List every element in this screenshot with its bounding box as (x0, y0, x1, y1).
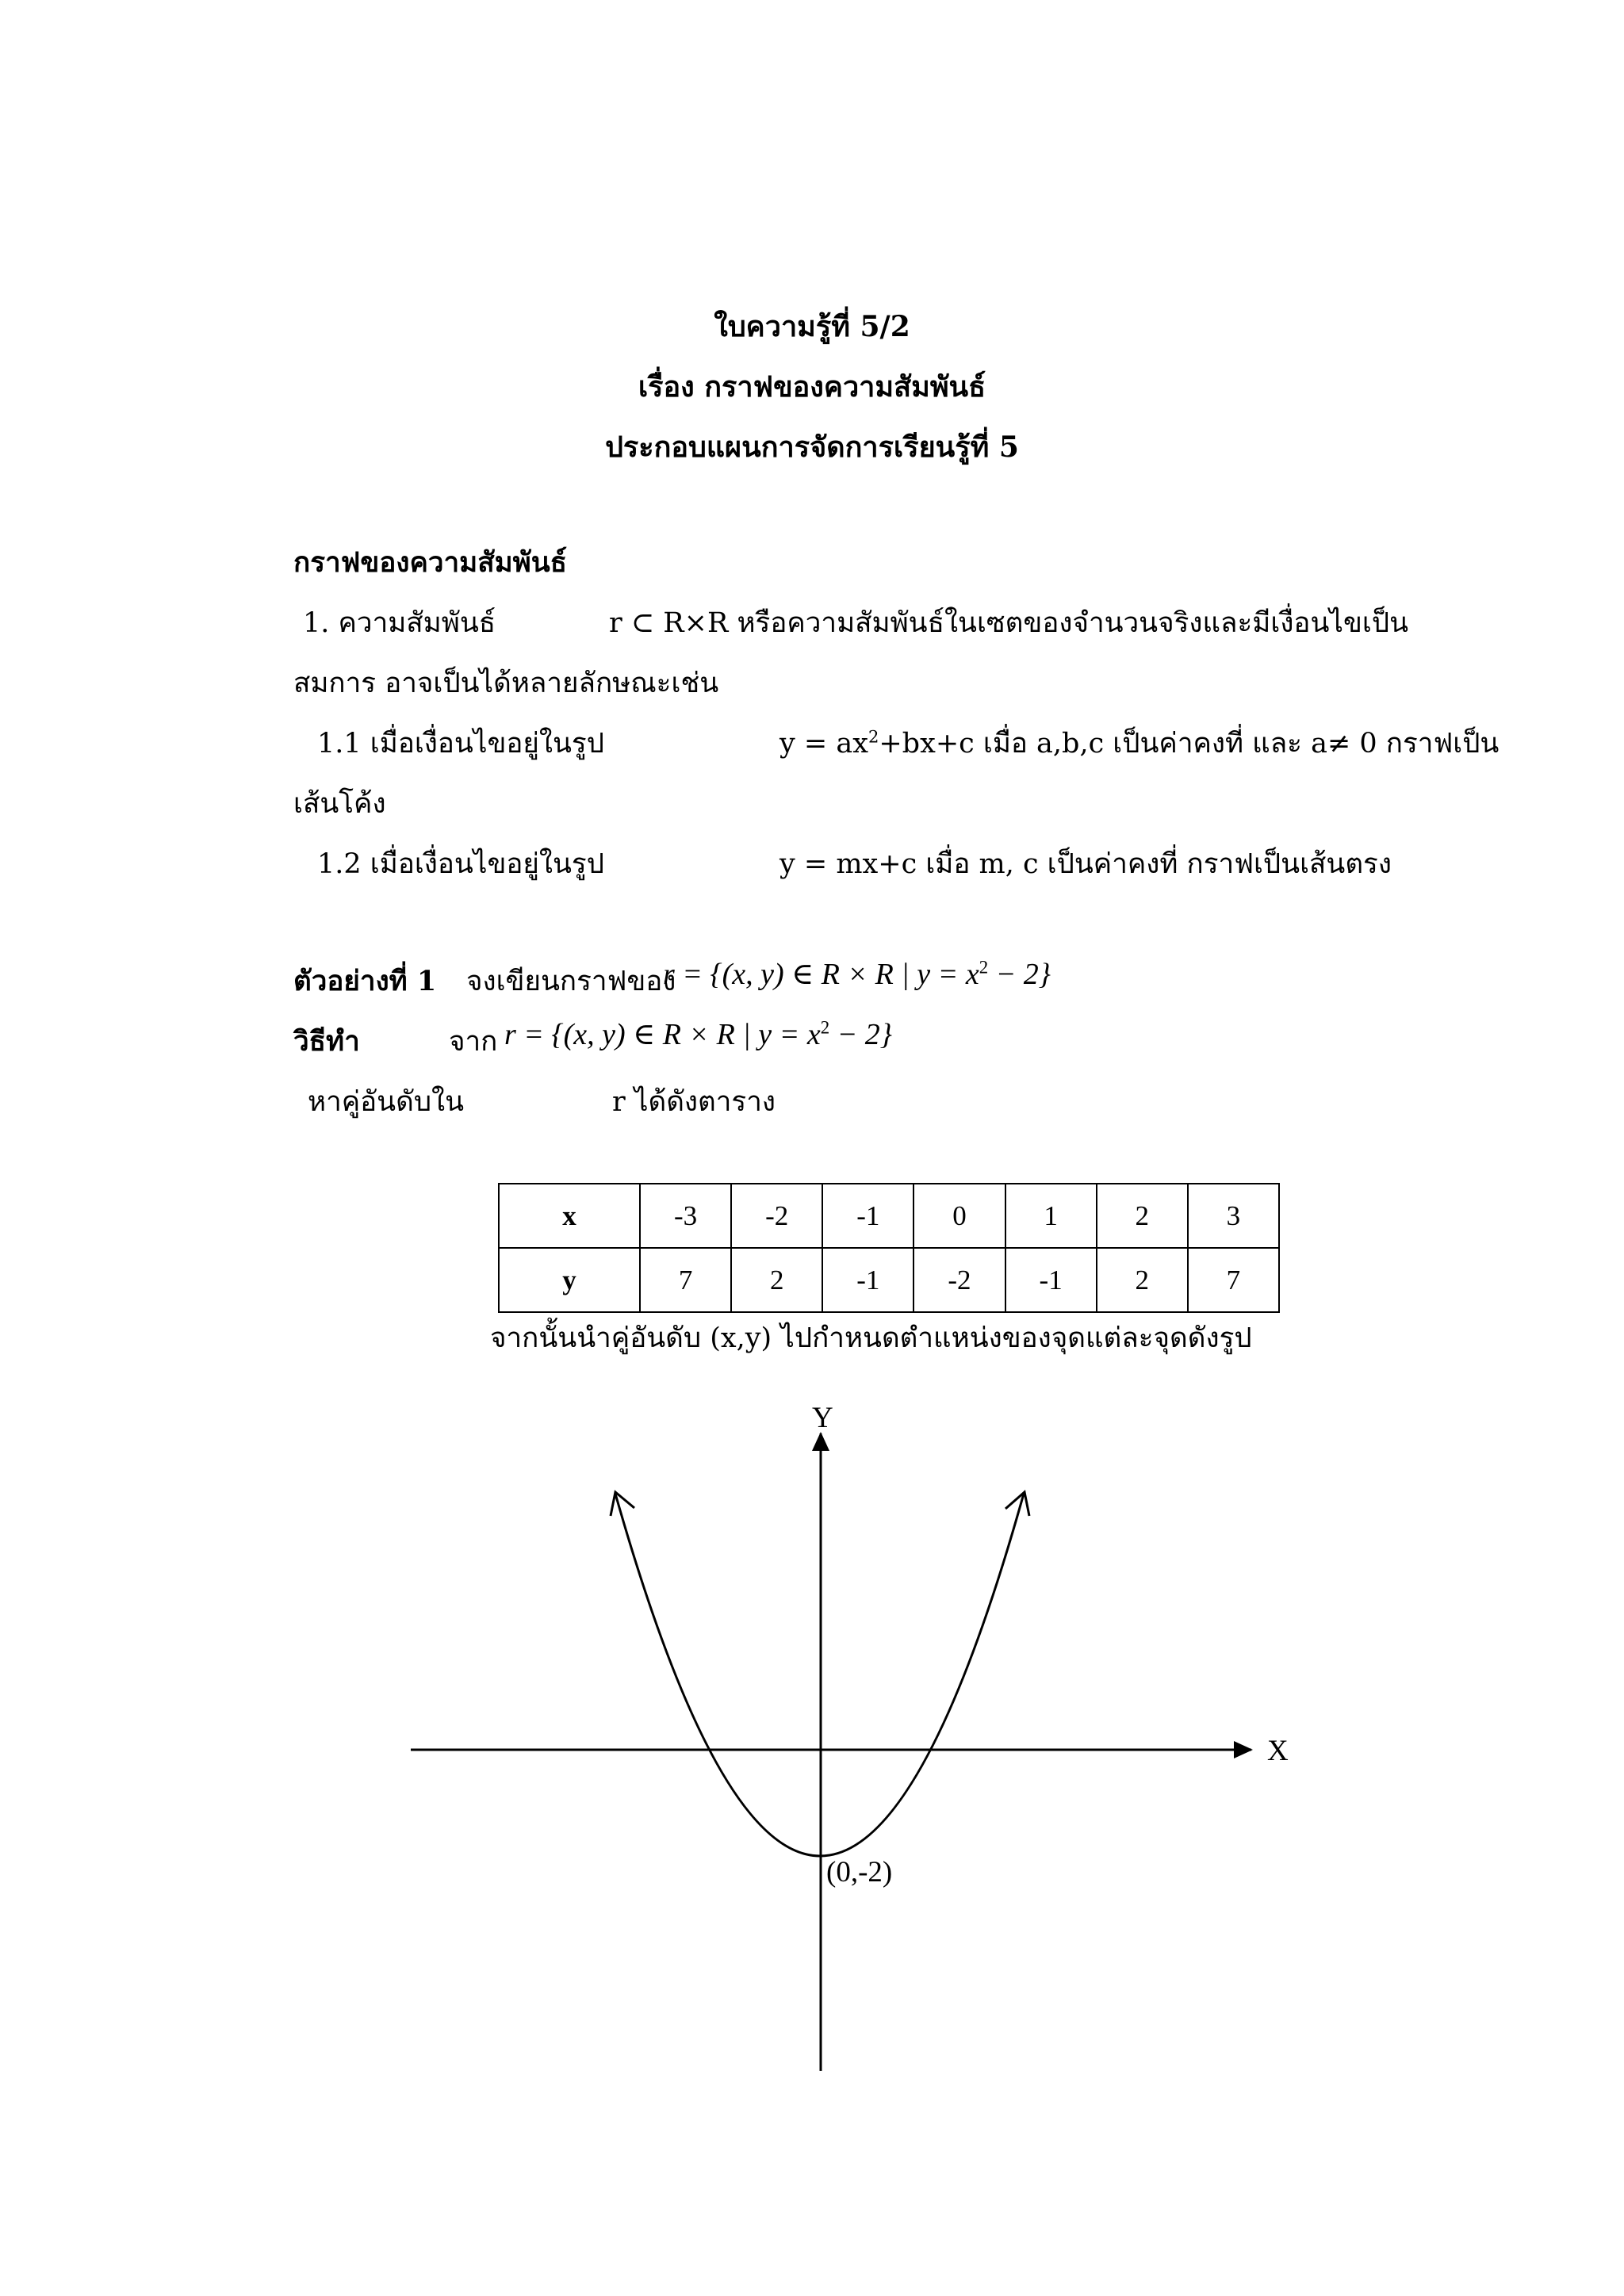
vertex-label: (0,-2) (826, 1856, 893, 1888)
table-cell: 2 (1097, 1248, 1188, 1312)
table-cell: 7 (640, 1248, 731, 1312)
curve-left-arrow-icon (611, 1492, 634, 1516)
x-axis-label: X (1267, 1735, 1289, 1767)
item-1-2-label: 1.2 เมื่อเงื่อนไขอยู่ในรูป (317, 848, 604, 880)
example-label: ตัวอย่างที่ 1 (293, 965, 437, 997)
table-cell: 3 (1188, 1184, 1279, 1248)
table-cell: 2 (1097, 1184, 1188, 1248)
item-1-1-equation: $y = ax^2+bx+c$ เมื่อ a,b,c เป็นค่าคงที่ และ a≠ 0 กราฟเป็น (779, 727, 1500, 760)
table-cell: 7 (1188, 1248, 1279, 1312)
item-1-text: r ⊂ R×R หรือความสัมพันธ์ในเซตของจำนวนจริงและมีเงื่อนไขเป็น (609, 607, 1409, 639)
table-cell: -1 (822, 1184, 914, 1248)
item-1-continuation: สมการ อาจเป็นได้หลายลักษณะเช่น (293, 668, 719, 699)
example-prompt: จงเขียนกราฟของ (466, 966, 676, 997)
table-cell: -2 (731, 1184, 822, 1248)
item-1-label: 1. ความสัมพันธ์ (303, 607, 496, 639)
table-cell: 2 (731, 1248, 822, 1312)
plot-instruction: จากนั้นนำคู่อันดับ (x,y) ไปกำหนดตำแหน่งของจุดแต่ละจุดดังรูป (490, 1322, 1252, 1354)
find-pairs-text: r ได้ดังตาราง (612, 1086, 776, 1118)
x-axis-arrow-icon (1234, 1741, 1253, 1758)
document-title: ใบความรู้ที่ 5/2 (714, 310, 910, 343)
table-cell: -1 (1005, 1248, 1097, 1312)
example-relation-formula: r = {(x, y) ∈ R × R | $y = x^2 - 2$} (663, 957, 1051, 991)
item-1-1-continuation: เส้นโค้ง (293, 788, 386, 820)
table-cell: -3 (640, 1184, 731, 1248)
item-1-2-text: y = mx+c เมื่อ m, c เป็นค่าคงที่ กราฟเป็นเส้นตรง (779, 848, 1392, 880)
table-cell: 0 (914, 1184, 1005, 1248)
section-heading: กราฟของความสัมพันธ์ (293, 546, 568, 579)
document-plan-reference: ประกอบแผนการจัดการเรียนรู้ที่ 5 (605, 430, 1019, 464)
find-pairs-label: หาคู่อันดับใน (308, 1086, 465, 1118)
y-axis-label: Y (812, 1402, 833, 1434)
solution-label: วิธีทำ (293, 1025, 360, 1058)
item-1-1-label: 1.1 เมื่อเงื่อนไขอยู่ในรูป (317, 728, 604, 760)
solution-from: จาก (449, 1026, 498, 1058)
table-header-y: y (499, 1248, 640, 1312)
table-header-x: x (499, 1184, 640, 1248)
table-cell: -2 (914, 1248, 1005, 1312)
table-cell: -1 (822, 1248, 914, 1312)
y-axis-arrow-icon (812, 1432, 829, 1451)
table-cell: 1 (1005, 1184, 1097, 1248)
document-subject: เรื่อง กราฟของความสัมพันธ์ (638, 370, 986, 404)
solution-relation-formula: r = {(x, y) ∈ R × R | $y = x^2 - 2$} (504, 1017, 892, 1051)
